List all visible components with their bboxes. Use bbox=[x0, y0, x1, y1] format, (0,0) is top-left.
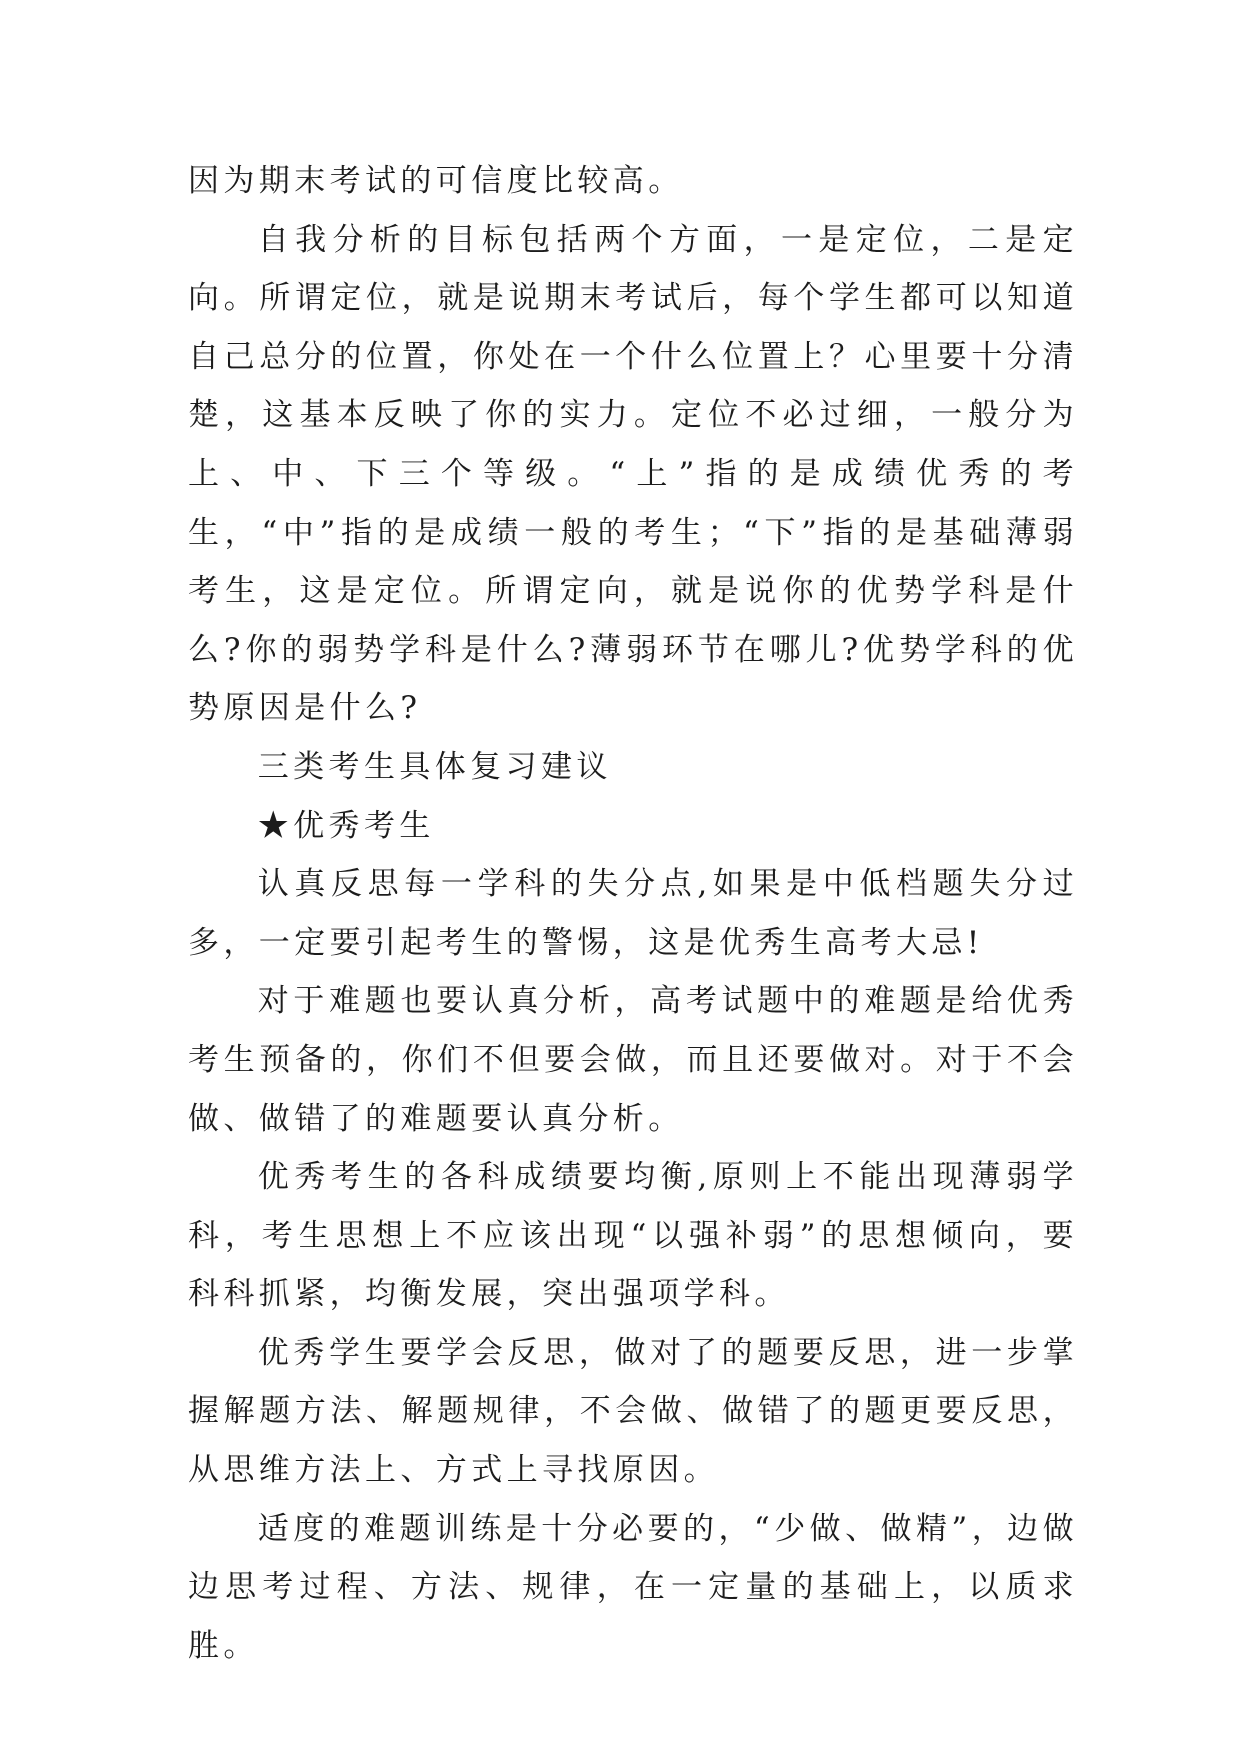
body-text bbox=[188, 152, 1078, 1675]
paragraph-practice: 适度的难题训练是十分必要的，“少做、做精”，边做边思考过程、方法、规律，在一定量的基础上，以质求胜。 bbox=[188, 1510, 1078, 1664]
paragraph-reflect-errors: 认真反思每一学科的失分点,如果是中低档题失分过多，一定要引起考生的警惕，这是优秀生高考大忌! bbox=[188, 866, 1078, 961]
paragraph-balanced-subjects: 优秀考生的各科成绩要均衡,原则上不能出现薄弱学科，考生思想上不应该出现“以强补弱”的思想倾向，要科科抓紧，均衡发展，突出强项学科。 bbox=[188, 1159, 1078, 1313]
subsection-heading: ★优秀考生 bbox=[257, 807, 435, 844]
paragraph-difficult-problems: 对于难题也要认真分析，高考试题中的难题是给优秀考生预备的，你们不但要会做，而且还要做对。对于不会做、做错了的难题要认真分析。 bbox=[188, 983, 1078, 1137]
section-heading: 三类考生具体复习建议 bbox=[257, 748, 612, 785]
paragraph-reflection: 优秀学生要学会反思，做对了的题要反思，进一步掌握解题方法、解题规律，不会做、做错了的题更要反思，从思维方法上、方式上寻找原因。 bbox=[188, 1334, 1078, 1489]
paragraph-self-analysis: 自我分析的目标包括两个方面，一是定位，二是定向。所谓定位，就是说期末考试后，每个学生都可以知道自己总分的位置，你处在一个什么位置上？心里要十分清楚，这基本反映了你的实力。定位不必过细，一般分为上、中、下三个等级。“上”指的是成绩优秀的考生，“中”指的是成绩一般的考生；“下”指的是基础薄弱考生，这是定位。所谓定向，就是说你的优势学科是什么?你的弱势学科是什么?薄弱环节在哪儿?优势学科的优势原因是什么? bbox=[188, 221, 1078, 727]
paragraph-continuation: 因为期末考试的可信度比较高。 bbox=[188, 163, 684, 199]
